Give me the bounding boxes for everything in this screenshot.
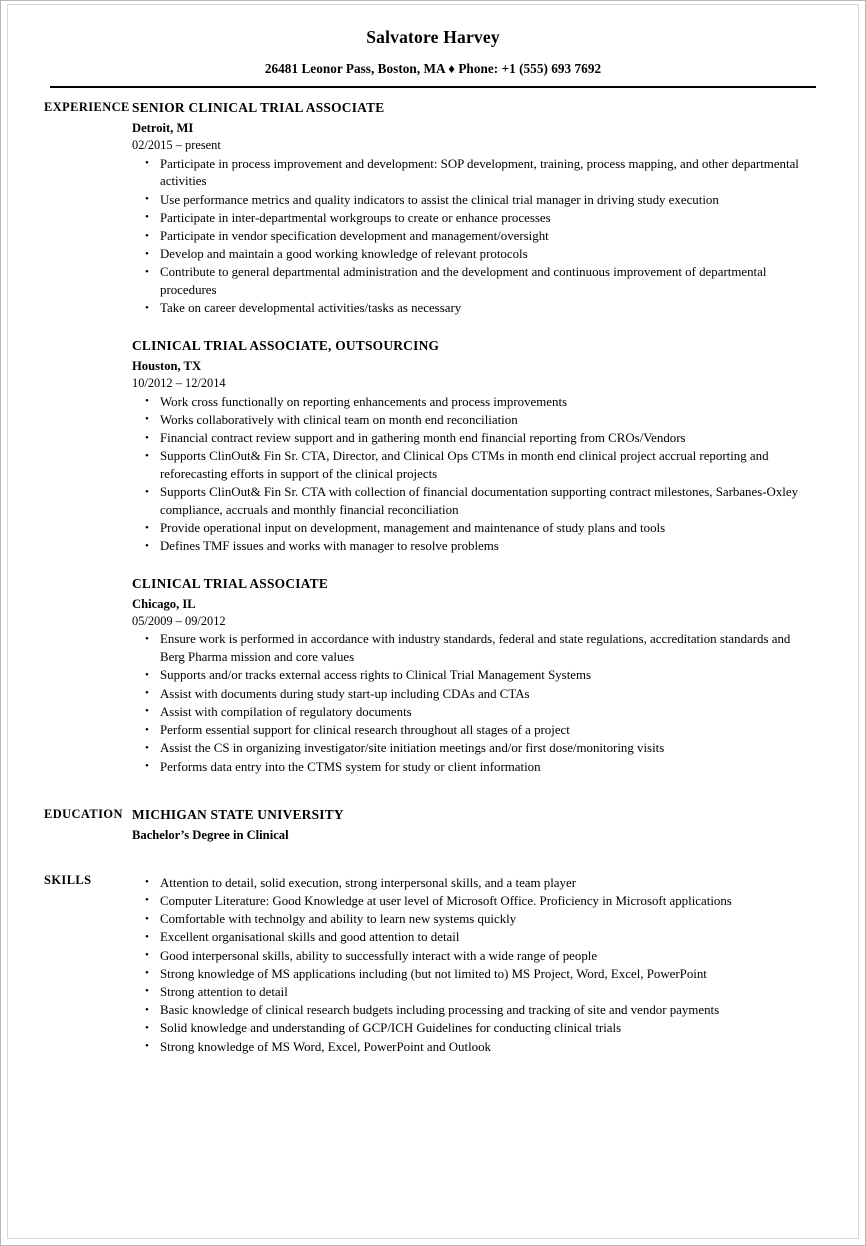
job-bullet: • Supports ClinOut& Fin Sr. CTA with collection of financial documentation supporting contract milestones, Sarbanes-Oxley compliance, accruals and monthly financial reconciliation [132, 484, 812, 519]
job-bullet: • Develop and maintain a good working knowledge of relevant protocols [132, 246, 812, 264]
skill-bullet: • Strong attention to detail [132, 984, 812, 1002]
section-label-skills: SKILLS [44, 872, 92, 887]
skill-bullet: • Good interpersonal skills, ability to successfully interact with a wide range of people [132, 948, 812, 966]
job-bullet: • Assist with compilation of regulatory documents [132, 704, 812, 722]
job-bullet: • Financial contract review support and in gathering month end financial reporting from CROs/Vendors [132, 430, 812, 448]
experience-section [8, 100, 858, 776]
job-dates: 05/2009 – 09/2012 [132, 614, 226, 629]
job-bullet: • Perform essential support for clinical research throughout all stages of a project [132, 722, 812, 740]
education-degree: Bachelor’s Degree in Clinical [132, 827, 289, 842]
job-bullet: • Participate in process improvement and development: SOP development, training, process mapping, and other departmental activities [132, 156, 812, 191]
skill-bullet: • Excellent organisational skills and good attention to detail [132, 929, 812, 947]
job-bullet: • Assist the CS in organizing investigator/site initiation meetings and/or first dose/monitoring visits [132, 740, 812, 758]
job-bullet-list [132, 631, 812, 776]
job-bullet: • Use performance metrics and quality indicators to assist the clinical trial manager in driving study execution [132, 192, 812, 210]
job-bullet: • Contribute to general departmental administration and the development and continuous improvement of departmental procedures [132, 264, 812, 299]
job-bullet: • Supports ClinOut& Fin Sr. CTA, Director, and Clinical Ops CTMs in month end clinical project accrual reporting and reforecasting efforts in support of the clinical projects [132, 448, 812, 483]
job-bullet: • Participate in inter-departmental workgroups to create or enhance processes [132, 210, 812, 228]
header-divider-rule [50, 86, 816, 88]
job-bullet: • Defines TMF issues and works with manager to resolve problems [132, 538, 812, 556]
section-label-education: EDUCATION [44, 807, 123, 822]
education-entry [132, 807, 812, 843]
skill-bullet: • Strong knowledge of MS applications including (but not limited to) MS Project, Word, Excel, PowerPoint [132, 966, 812, 984]
job-bullet: • Take on career developmental activities/tasks as necessary [132, 300, 812, 318]
job-dates: 10/2012 – 12/2014 [132, 376, 226, 391]
job-title: CLINICAL TRIAL ASSOCIATE, OUTSOURCING [132, 338, 440, 354]
job-bullet: • Work cross functionally on reporting enhancements and process improvements [132, 394, 812, 412]
skills-bullet-list [132, 875, 812, 1057]
skill-bullet: • Comfortable with technolgy and ability to learn new systems quickly [132, 911, 812, 929]
job-bullet: • Provide operational input on development, management and maintenance of study plans and tools [132, 520, 812, 538]
experience-job [132, 338, 812, 556]
experience-body [132, 100, 858, 776]
job-title: CLINICAL TRIAL ASSOCIATE [132, 576, 329, 592]
experience-job [132, 576, 812, 776]
education-section [8, 807, 858, 843]
job-bullet: • Performs data entry into the CTMS system for study or client information [132, 759, 812, 777]
job-location: Detroit, MI [132, 120, 194, 135]
job-bullet-list [132, 156, 812, 319]
job-bullet: • Works collaboratively with clinical team on month end reconciliation [132, 412, 812, 430]
skill-bullet: • Solid knowledge and understanding of GCP/ICH Guidelines for conducting clinical trials [132, 1020, 812, 1038]
experience-job [132, 100, 812, 318]
job-bullet: • Supports and/or tracks external access rights to Clinical Trial Management Systems [132, 667, 812, 685]
skills-body [132, 873, 858, 1057]
skills-section [8, 873, 858, 1057]
page-inner-border [7, 4, 859, 1239]
education-body [132, 807, 858, 843]
job-location: Houston, TX [132, 358, 202, 373]
education-school: MICHIGAN STATE UNIVERSITY [132, 807, 344, 823]
job-title: SENIOR CLINICAL TRIAL ASSOCIATE [132, 100, 385, 116]
resume-content [8, 5, 858, 1238]
job-location: Chicago, IL [132, 596, 196, 611]
job-bullet: • Assist with documents during study start-up including CDAs and CTAs [132, 686, 812, 704]
contact-line: 26481 Leonor Pass, Boston, MA ♦ Phone: +1 (555) 693 7692 [264, 61, 602, 76]
skill-bullet: • Basic knowledge of clinical research budgets including processing and tracking of site and vendor payments [132, 1002, 812, 1020]
section-label-experience: EXPERIENCE [44, 100, 130, 115]
skill-bullet: • Attention to detail, solid execution, strong interpersonal skills, and a team player [132, 875, 812, 893]
candidate-name: Salvatore Harvey [366, 27, 500, 47]
job-bullet-list [132, 394, 812, 557]
job-dates: 02/2015 – present [132, 138, 221, 153]
job-bullet: • Ensure work is performed in accordance with industry standards, federal and state regulations, accreditation standards and Berg Pharma mission and core values [132, 631, 812, 666]
job-bullet: • Participate in vendor specification development and management/oversight [132, 228, 812, 246]
resume-header [8, 5, 858, 88]
skill-bullet: • Computer Literature: Good Knowledge at user level of Microsoft Office. Proficiency in Microsoft applications [132, 893, 812, 911]
skill-bullet: • Strong knowledge of MS Word, Excel, PowerPoint and Outlook [132, 1039, 812, 1057]
